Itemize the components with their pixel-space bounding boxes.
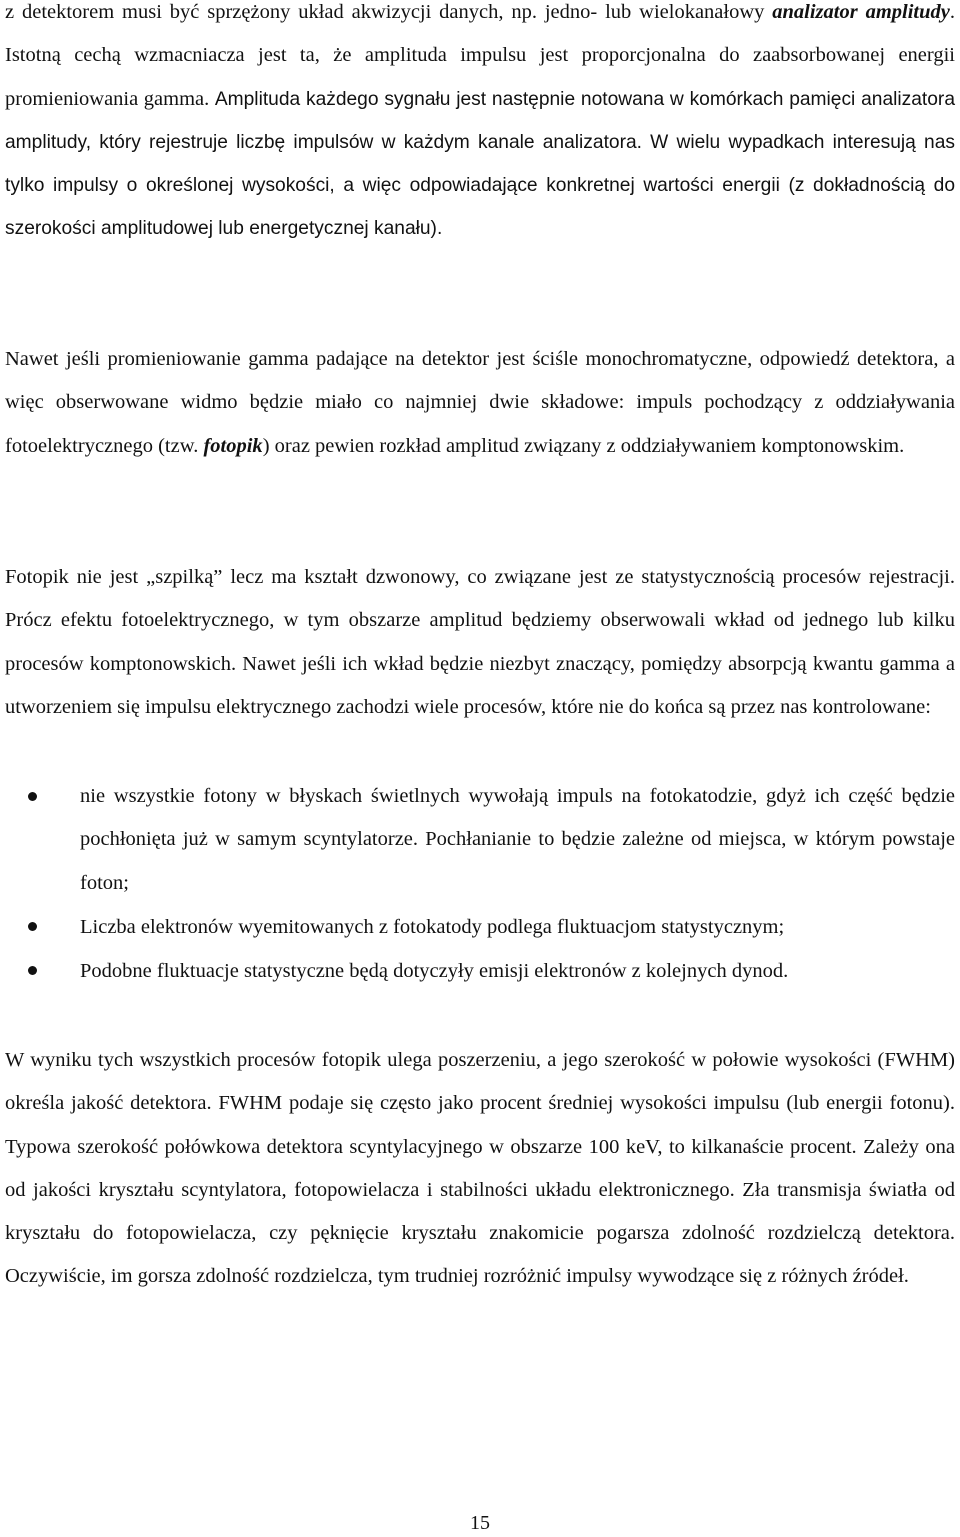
- bullet-item-photons: [5, 775, 955, 905]
- bullet-item-text: Liczba elektronów wyemitowanych z fotokatody podlega fluktuacjom statystycznym;: [80, 915, 785, 938]
- bullet-dot-icon: [28, 792, 37, 801]
- paragraph-fwhm-text: W wyniku tych wszystkich procesów fotopik ulega poszerzeniu, a jego szerokość w połowie wysokości (FWHM) określa jakość detektora. FWHM podaje się często jako procent średniej wysokości impulsu (lub energii fotonu). Typowa szerokość połówkowa detektora scyntylacyjnego w obszarze 100 keV, to kilkanaście procent. Zależy ona od jakości kryształu scyntylatora, fotopowielacza i stabilności układu elektronicznego. Zła transmisja światła od kryształu do fotopowielacza, czy pęknięcie kryształu znakomicie pogarsza zdolność rozdzielczą detektora. Oczywiście, im gorsza zdolność rozdzielcza, tym trudniej rozróżnić impulsy wywodzące się z różnych źródeł.: [5, 1049, 955, 1288]
- paragraph-analyzer-text-3: Amplituda każdego sygnału jest następnie notowana w komórkach pamięci analizatora amplitudy, który rejestruje liczbę impulsów w każdym kanale analizatora. W wielu wypadkach interesują nas tylko impulsy o określonej wysokości, a więc odpowiadające konkretnej wartości energii (z dokładnością do szerokości amplitudowej lub energetycznej kanału).: [5, 88, 955, 240]
- bullet-dot-icon: [28, 922, 37, 931]
- term-fotopik: fotopik: [203, 434, 263, 457]
- bullet-item-electrons: [5, 905, 955, 949]
- paragraph-monochromatic: [5, 338, 955, 468]
- paragraph-analyzer-text-2: . Istotną cechą wzmacniacza jest ta, że amplituda impulsu jest proporcjonalna do zaabsorbowanej energii promieniowania gamma.: [5, 1, 955, 110]
- bullet-item-text: nie wszystkie fotony w błyskach świetlnych wywołają impuls na fotokatodzie, gdyż ich część będzie pochłonięta już w samym scyntylatorze. Pochłanianie to będzie zależne od miejsca, w którym powstaje foton;: [80, 785, 955, 894]
- paragraph-fwhm: [5, 1039, 955, 1299]
- page-number: 15: [470, 1512, 490, 1534]
- term-analizator-amplitudy: analizator amplitudy: [772, 1, 950, 23]
- bullet-dot-icon: [28, 966, 37, 975]
- bullet-list-processes: [5, 775, 955, 993]
- paragraph-analyzer-text-1: z detektorem musi być sprzężony układ akwizycji danych, np. jedno- lub wielokanałowy: [5, 1, 773, 23]
- paragraph-fotopik-shape-text: Fotopik nie jest „szpilką” lecz ma kształt dzwonowy, co związane jest ze statystycznością procesów rejestracji. Prócz efektu fotoelektrycznego, w tym obszarze amplitud będziemy obserwowali wkład od jednego lub kilku procesów komptonowskich. Nawet jeśli ich wkład będzie niezbyt znaczący, pomiędzy absorpcją kwantu gamma a utworzeniem się impulsu elektrycznego zachodzi wiele procesów, które nie do końca są przez nas kontrolowane:: [5, 566, 955, 718]
- paragraph-analyzer: [5, 0, 955, 251]
- bullet-item-dynodes: [5, 949, 955, 993]
- bullet-item-text: Podobne fluktuacje statystyczne będą dotyczyły emisji elektronów z kolejnych dynod.: [80, 960, 789, 983]
- paragraph-monochromatic-text-2: ) oraz pewien rozkład amplitud związany z oddziaływaniem komptonowskim.: [262, 434, 905, 457]
- paragraph-fotopik-shape: [5, 556, 955, 729]
- paragraph-monochromatic-text-1: Nawet jeśli promieniowanie gamma padające na detektor jest ściśle monochromatyczne, odpowiedź detektora, a więc obserwowane widmo będzie miało co najmniej dwie składowe: impuls pochodzący z oddziaływania fotoelektrycznego (tzw.: [5, 348, 955, 457]
